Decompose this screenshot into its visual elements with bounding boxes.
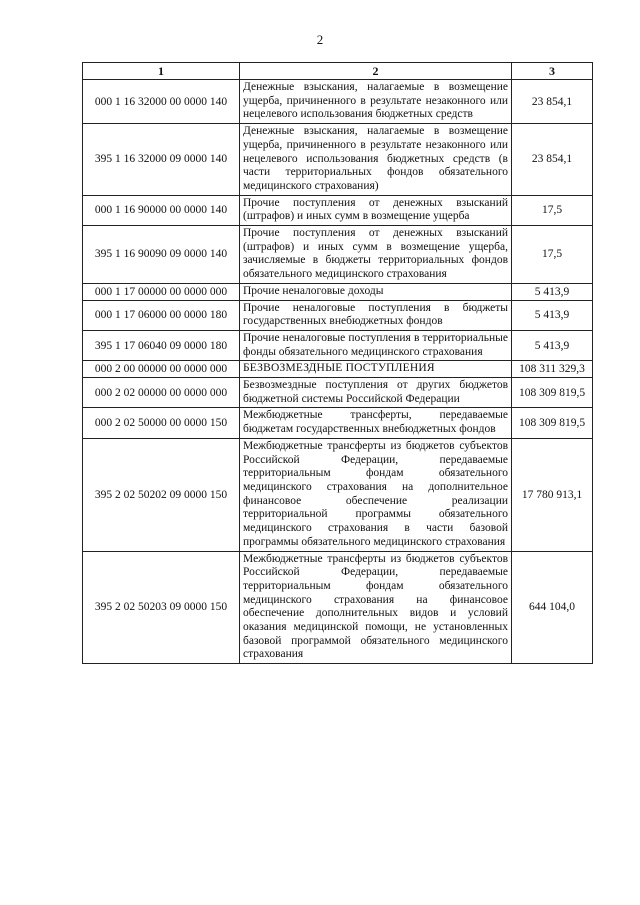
budget-code: 395 1 17 06040 09 0000 180 bbox=[83, 330, 240, 360]
table-row bbox=[83, 226, 593, 284]
amount: 108 309 819,5 bbox=[512, 378, 593, 408]
amount: 5 413,9 bbox=[512, 300, 593, 330]
amount: 108 309 819,5 bbox=[512, 408, 593, 438]
budget-code: 000 1 17 00000 00 0000 000 bbox=[83, 283, 240, 300]
table-row bbox=[83, 300, 593, 330]
revenue-name: Денежные взыскания, налагаемые в возмещение ущерба, причиненного в результате незаконного или нецелевого использования бюджетных средств (в части территориальных фондов обязательного медицинского страхования) bbox=[240, 124, 512, 196]
table-row bbox=[83, 438, 593, 551]
budget-code: 000 1 17 06000 00 0000 180 bbox=[83, 300, 240, 330]
revenue-name: Межбюджетные трансферты, передаваемые бюджетам государственных внебюджетных фондов bbox=[240, 408, 512, 438]
table-row bbox=[83, 378, 593, 408]
revenue-name: Денежные взыскания, налагаемые в возмещение ущерба, причиненного в результате незаконного или нецелевого использования бюджетных средств bbox=[240, 80, 512, 124]
budget-code: 000 2 00 00000 00 0000 000 bbox=[83, 361, 240, 378]
amount: 5 413,9 bbox=[512, 283, 593, 300]
amount: 108 311 329,3 bbox=[512, 361, 593, 378]
column-header-amount: 3 bbox=[512, 63, 593, 80]
budget-code: 000 2 02 50000 00 0000 150 bbox=[83, 408, 240, 438]
revenue-name: Прочие неналоговые доходы bbox=[240, 283, 512, 300]
amount: 23 854,1 bbox=[512, 124, 593, 196]
revenue-name: Прочие поступления от денежных взысканий (штрафов) и иных сумм в возмещение ущерба, зачисляемые в бюджеты территориальных фондов обязательного медицинского страхования bbox=[240, 226, 512, 284]
amount: 17 780 913,1 bbox=[512, 438, 593, 551]
table-row bbox=[83, 361, 593, 378]
page-number: 2 bbox=[316, 32, 324, 47]
budget-code: 000 1 16 32000 00 0000 140 bbox=[83, 80, 240, 124]
revenue-name: Прочие поступления от денежных взысканий (штрафов) и иных сумм в возмещение ущерба bbox=[240, 195, 512, 225]
table-row bbox=[83, 283, 593, 300]
table-row bbox=[83, 551, 593, 664]
budget-revenue-table bbox=[82, 62, 593, 664]
revenue-name: БЕЗВОЗМЕЗДНЫЕ ПОСТУПЛЕНИЯ bbox=[240, 361, 512, 378]
amount: 23 854,1 bbox=[512, 80, 593, 124]
budget-code: 395 2 02 50202 09 0000 150 bbox=[83, 438, 240, 551]
table-row bbox=[83, 408, 593, 438]
revenue-name: Безвозмездные поступления от других бюджетов бюджетной системы Российской Федерации bbox=[240, 378, 512, 408]
budget-code: 000 1 16 90000 00 0000 140 bbox=[83, 195, 240, 225]
budget-code: 395 2 02 50203 09 0000 150 bbox=[83, 551, 240, 664]
amount: 644 104,0 bbox=[512, 551, 593, 664]
table-row bbox=[83, 330, 593, 360]
budget-code: 395 1 16 32000 09 0000 140 bbox=[83, 124, 240, 196]
table-header-row bbox=[83, 63, 593, 80]
revenue-name: Межбюджетные трансферты из бюджетов субъектов Российской Федерации, передаваемые территориальным фондам обязательного медицинского страхования на финансовое обеспечение дополнительных видов и условий оказания медицинской помощи, не установленных базовой программой обязательного медицинского страхования bbox=[240, 551, 512, 664]
revenue-name: Прочие неналоговые поступления в бюджеты государственных внебюджетных фондов bbox=[240, 300, 512, 330]
table-row bbox=[83, 80, 593, 124]
column-header-name: 2 bbox=[240, 63, 512, 80]
budget-code: 395 1 16 90090 09 0000 140 bbox=[83, 226, 240, 284]
amount: 17,5 bbox=[512, 226, 593, 284]
budget-code: 000 2 02 00000 00 0000 000 bbox=[83, 378, 240, 408]
revenue-name: Межбюджетные трансферты из бюджетов субъектов Российской Федерации, передаваемые территориальным фондам обязательного медицинского страхования на дополнительное финансовое обеспечение реализации территориальной программы обязательного медицинского страхования в части базовой программы обязательного медицинского страхования bbox=[240, 438, 512, 551]
column-header-code: 1 bbox=[83, 63, 240, 80]
amount: 5 413,9 bbox=[512, 330, 593, 360]
table-row bbox=[83, 124, 593, 196]
table-row bbox=[83, 195, 593, 225]
amount: 17,5 bbox=[512, 195, 593, 225]
revenue-name: Прочие неналоговые поступления в территориальные фонды обязательного медицинского страхования bbox=[240, 330, 512, 360]
